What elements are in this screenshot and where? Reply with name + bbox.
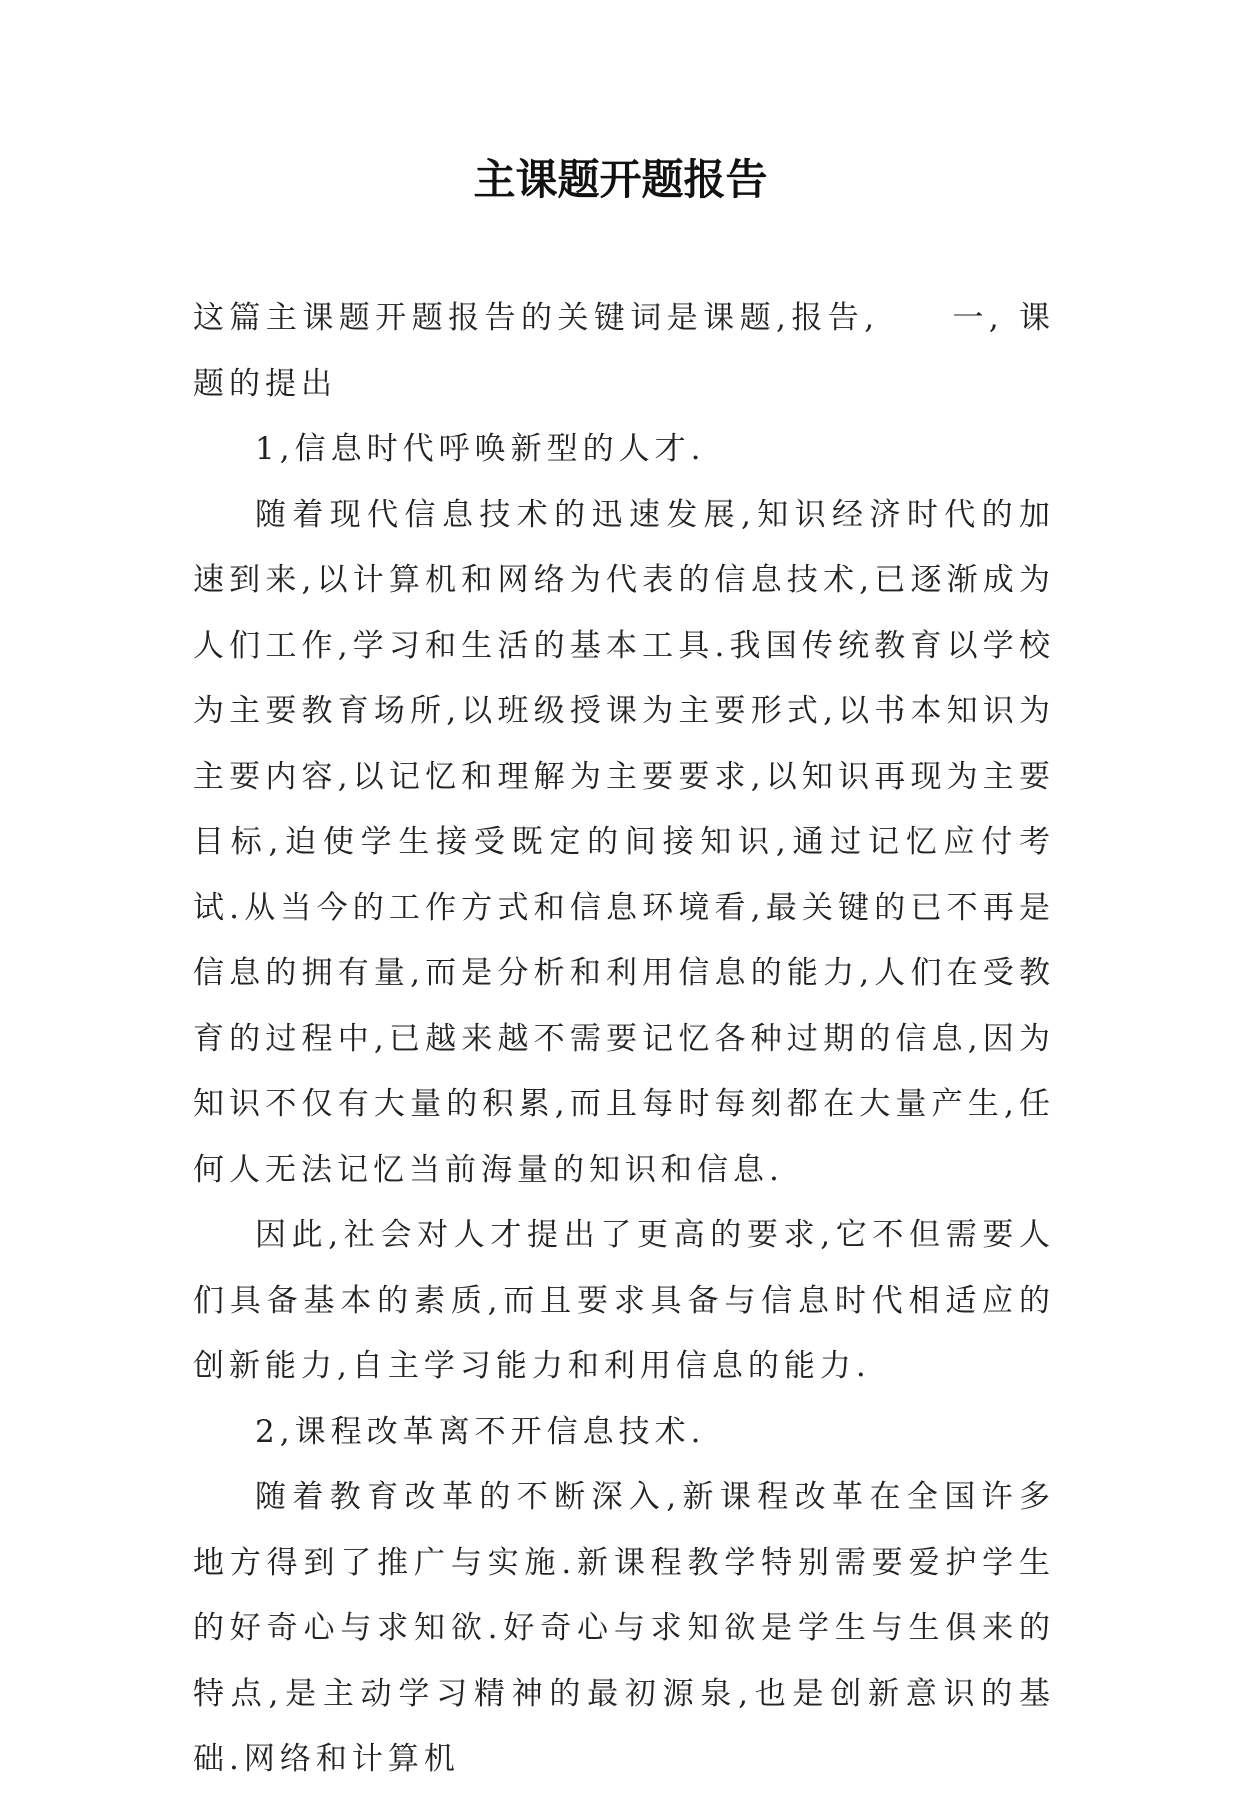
section-heading-1: 1,信息时代呼唤新型的人才. (255, 431, 706, 467)
body-paragraph: 因此,社会对人才提出了更高的要求,它不但需要人们具备基本的素质,而且要求具备与信息时代相适应的创新能力,自主学习能力和利用信息的能力. (193, 1217, 1055, 1384)
section-heading-2: 2,课程改革离不开信息技术. (255, 1413, 706, 1450)
intro-paragraph: 这篇主课题开题报告的关键词是课题,报告, 一, 课题的提出 (193, 300, 1055, 402)
document-title: 主课题开题报告 (473, 155, 768, 204)
document-body (193, 286, 1055, 1793)
body-paragraph: 随着现代信息技术的迅速发展,知识经济时代的加速到来,以计算机和网络为代表的信息技术,已逐渐成为人们工作,学习和生活的基本工具.我国传统教育以学校为主要教育场所,以班级授课为主要形式,以书本知识为主要内容,以记忆和理解为主要要求,以知识再现为主要目标,迫使学生接受既定的间接知识,通过记忆应付考试.从当今的工作方式和信息环境看,最关键的已不再是信息的拥有量,而是分析和利用信息的能力,人们在受教育的过程中,已越来越不需要记忆各种过期的信息,因为知识不仅有大量的积累,而且每时每刻都在大量产生,任何人无法记忆当前海量的知识和信息. (193, 496, 1055, 1188)
body-paragraph: 随着教育改革的不断深入,新课程改革在全国许多地方得到了推广与实施.新课程教学特别需要爱护学生的好奇心与求知欲.好奇心与求知欲是学生与生俱来的特点,是主动学习精神的最初源泉,也是创新意识的基础.网络和计算机 (193, 1479, 1055, 1777)
